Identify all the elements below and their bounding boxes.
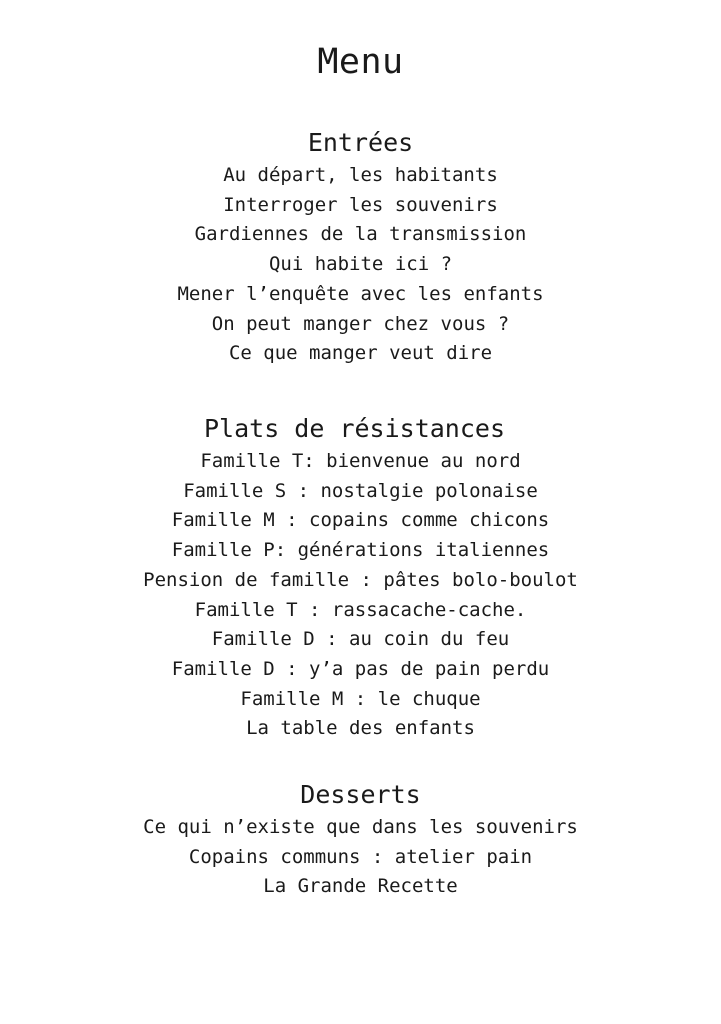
menu-item: Ce qui n’existe que dans les souvenirs <box>143 816 578 838</box>
menu-item: Famille T : rassacache-cache. <box>194 598 527 621</box>
menu-item: Interroger les souvenirs <box>223 193 498 216</box>
menu-item: Famille T: bienvenue au nord <box>200 450 521 472</box>
menu-item: La table des enfants <box>246 717 475 740</box>
menu-item: Famille S : nostalgie polonaise <box>183 479 538 502</box>
menu-item: Famille M : copains comme chicons <box>171 509 550 532</box>
menu-item: Famille P: générations italiennes <box>171 539 550 562</box>
section-plats <box>0 413 721 744</box>
menu-item: Famille M : le chuque <box>240 687 481 710</box>
menu-item: Au départ, les habitants <box>223 164 498 186</box>
menu-item: On peut manger chez vous ? <box>211 312 510 335</box>
section-entrees <box>0 127 721 369</box>
section-heading-desserts: Desserts <box>300 780 421 809</box>
menu-item: Famille D : y’a pas de pain perdu <box>171 657 550 680</box>
menu-item: Pension de famille : pâtes bolo-boulot <box>143 568 578 591</box>
menu-item: Qui habite ici ? <box>268 253 453 276</box>
page-title: Menu <box>317 42 404 82</box>
menu-item: Ce que manger veut dire <box>228 342 493 365</box>
section-desserts <box>0 779 721 902</box>
menu-item: Famille D : au coin du feu <box>211 628 510 651</box>
section-heading-entrees: Entrées <box>307 128 414 157</box>
section-heading-plats: Plats de résistances <box>203 414 506 443</box>
menu-item: Mener l’enquête avec les enfants <box>177 282 544 305</box>
menu-item: La Grande Recette <box>263 875 458 898</box>
menu-item: Gardiennes de la transmission <box>194 223 527 246</box>
menu-item: Copains communs : atelier pain <box>188 845 533 868</box>
